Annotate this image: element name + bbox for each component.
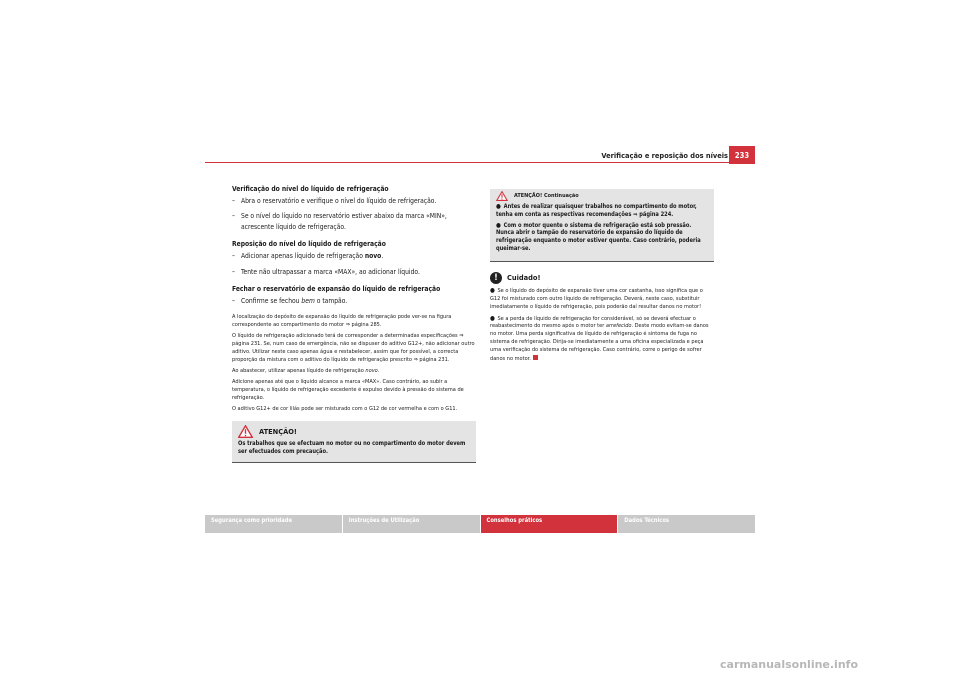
note-paragraph: Adicione apenas até que o líquido alcance a marca «MAX». Caso contrário, ao subir a temperatura, o líquido de refrigeração excedente é expulso devido à pressão do sistema de refrigeração. (232, 378, 464, 401)
note-paragraph: O aditivo G12+ de cor lilás pode ser misturado com o G12 de cor vermelha e com o G11. (232, 405, 458, 412)
warning-title: ATENÇÃO! (259, 427, 297, 437)
header-rule (205, 162, 755, 163)
section-refill (232, 240, 476, 277)
instruction-step: – Adicionar apenas líquido de refrigeração novo. (232, 252, 384, 261)
bullet-icon: ● (496, 203, 501, 210)
caution-bullet: ● Se o líquido do depósito de expansão tiver uma cor castanha, isso significa que o G12 foi misturado com outro líquido de refrigeração. Deverá, neste caso, substituir imediatamente o líquido de refrigeração, pois poderão daí resultar danos no motor! (490, 286, 703, 310)
page-number: 233 (729, 146, 755, 164)
footer-nav (205, 515, 755, 533)
header-title: Verificação e reposição dos níveis (601, 151, 728, 160)
footer-tab-practical-tips[interactable]: Conselhos práticos (481, 515, 619, 533)
watermark: carmanualsonline.info (720, 658, 858, 671)
instruction-step: – Confirme se fechou bem o tampão. (232, 297, 348, 306)
instruction-step: – Tente não ultrapassar a marca «MAX», ao adicionar líquido. (232, 267, 420, 276)
section-close-reservoir (232, 285, 476, 306)
exclamation-icon: ! (490, 272, 502, 284)
footer-tab-technical-data[interactable]: Dados Técnicos (618, 515, 755, 533)
note-paragraph: Ao abastecer, utilizar apenas líquido de refrigeração novo. (232, 367, 380, 374)
warning-triangle-icon (238, 425, 253, 438)
warning-box (232, 421, 476, 463)
warning-bullet: ● Com o motor quente o sistema de refrigeração está sob pressão. Nunca abrir o tampão do reservatório de expansão do líquido de refrigeração enquanto o motor estiver quente. Caso contrário, poderia queimar-se. (496, 221, 701, 252)
section-title: Reposição do nível do líquido de refrigeração (232, 240, 386, 249)
notes (232, 314, 476, 413)
warning-bullet: ● Antes de realizar quaisquer trabalhos no compartimento do motor, tenha em conta as respectivas recomendações ⇒ página 224. (496, 203, 697, 218)
right-column (490, 185, 714, 367)
bullet-icon: ● (490, 314, 495, 322)
warning-text: Os trabalhos que se efectuam no motor ou no compartimento do motor devem ser efectuados com precaução. (232, 440, 476, 462)
instruction-step: – Se o nível do líquido no reservatório estiver abaixo da marca «MIN», acrescente líquido de refrigeração. (232, 212, 447, 231)
section-title: Fechar o reservatório de expansão do líquido de refrigeração (232, 285, 441, 294)
footer-tab-safety[interactable]: Segurança como prioridade (205, 515, 343, 533)
warning-continued-box (490, 189, 714, 262)
left-column (232, 185, 476, 463)
bullet-icon: ● (490, 286, 495, 294)
note-paragraph: O líquido de refrigeração adicionado terá de corresponder a determinadas especificações ⇒ página 231. Se, num caso de emergência, não se dispuser do aditivo G12+, não adicionar outro aditivo. Utilizar neste caso apenas água e restabelecer, assim que for possível, a correcta proporção da mistura com o aditivo do líquido de refrigeração prescrito ⇒ página 231. (232, 333, 475, 363)
caution-bullet: ● Se a perda de líquido de refrigeração for considerável, só se deverá efectuar o reabastecimento do mesmo após o motor ter arrefecido. Deste modo evitam-se danos no motor. Uma perda significativa de líquido de refrigeração é sintoma de fuga no sistema de refrigeração. Dirija-se imediatamente a uma oficina especializada e peça uma verificação do sistema de refrigeração. Caso contrário, corre o perigo de sofrer danos no motor. (490, 314, 709, 363)
note-paragraph: A localização do depósito de expansão do líquido de refrigeração pode ver-se na figura correspondente ao compartimento do motor ⇒ página 285. (232, 314, 452, 329)
section-title: Verificação do nível do líquido de refrigeração (232, 185, 389, 193)
bullet-icon: ● (496, 221, 501, 229)
warning-triangle-icon (496, 191, 508, 201)
caution-title: Cuidado! (507, 273, 541, 283)
section-check-level (232, 185, 476, 232)
footer-tab-instructions[interactable]: Instruções de Utilização (343, 515, 481, 533)
instruction-step: – Abra o reservatório e verifique o nível do líquido de refrigeração. (232, 197, 437, 205)
caution-section (490, 272, 714, 364)
warning-continued-title: ATENÇÃO! Continuação (514, 193, 579, 199)
section-end-marker (533, 355, 538, 360)
